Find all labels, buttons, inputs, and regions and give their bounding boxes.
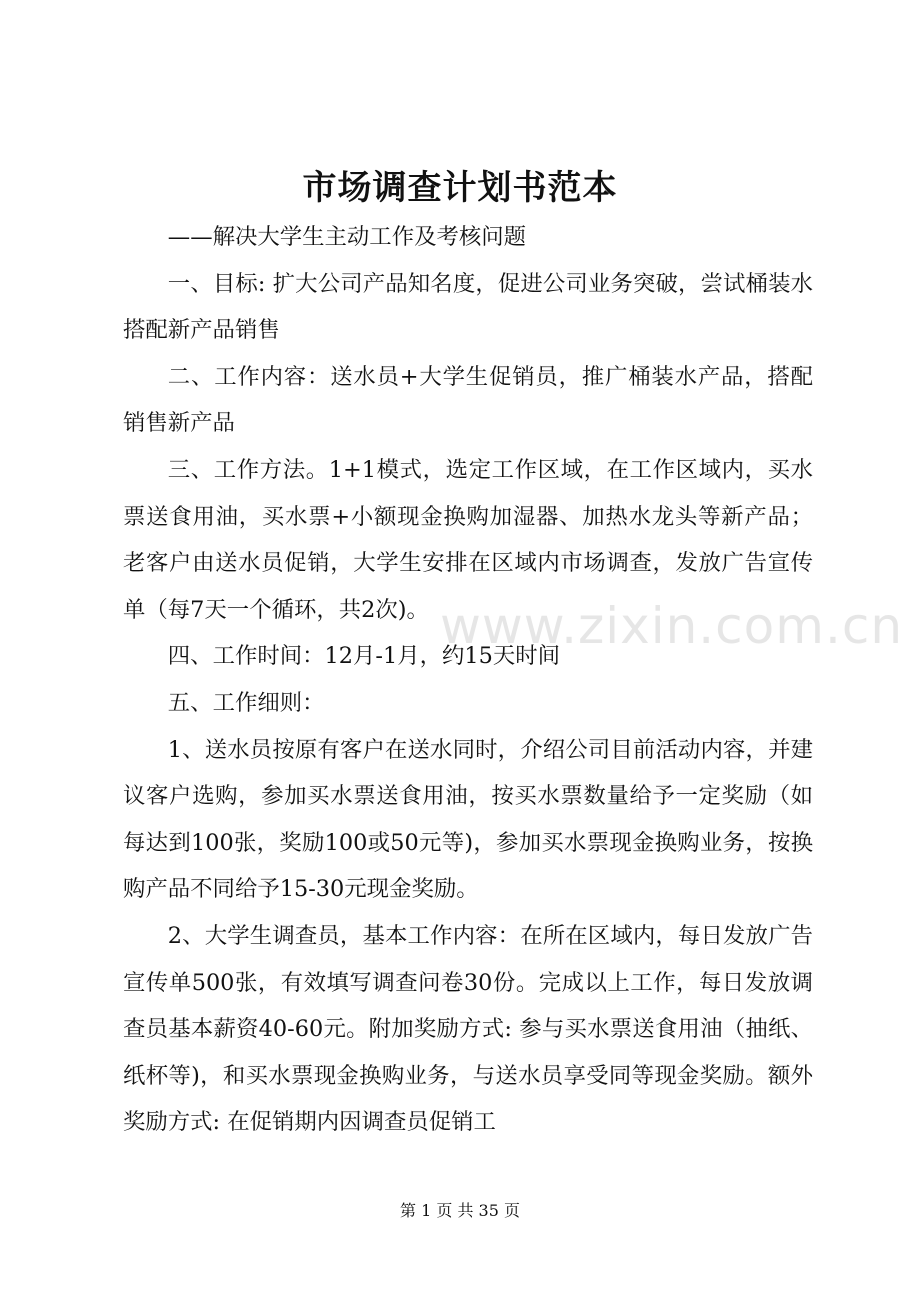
goal-paragraph: 一、目标: 扩大公司产品知名度，促进公司业务突破，尝试桶装水搭配新产品销售 (123, 270, 813, 344)
work-method-paragraph: 三、工作方法。1+1模式，选定工作区域，在工作区域内，买水票送食用油，买水票+小额现金换购加湿器、加热水龙头等新产品；老客户由送水员促销，大学生安排在区域内市场调查，发放广告宣传单（每7天一个循环，共2次)。 (123, 456, 813, 623)
page-number-footer: 第 1 页 共 35 页 (400, 1201, 520, 1220)
rule-2-paragraph: 2、大学生调查员，基本工作内容：在所在区域内，每日发放广告宣传单500张，有效填写调查问卷30份。完成以上工作，每日发放调查员基本薪资40-60元。附加奖励方式: 参与买水票送食用油（抽纸、纸杯等)，和买水票现金换购业务，与送水员享受同等现金奖励。额外奖励方式: 在促销期内因调查员促销工 (123, 922, 813, 1136)
site-watermark: www.zixin.com.cn (440, 597, 904, 655)
work-content-paragraph: 二、工作内容：送水员+大学生促销员，推广桶装水产品，搭配销售新产品 (123, 363, 813, 437)
subtitle-paragraph: ——解决大学生主动工作及考核问题 (167, 224, 527, 250)
document-body (123, 214, 813, 1146)
rule-1-paragraph: 1、送水员按原有客户在送水同时，介绍公司目前活动内容，并建议客户选购，参加买水票送食用油，按买水票数量给予一定奖励（如每达到100张，奖励100或50元等)，参加买水票现金换购业务，按换购产品不同给予15-30元现金奖励。 (123, 736, 813, 903)
document-title: 市场调查计划书范本 (302, 168, 618, 208)
work-rules-heading: 五、工作细则： (167, 689, 325, 716)
work-time-paragraph: 四、工作时间：12月-1月，约15天时间 (167, 643, 561, 670)
